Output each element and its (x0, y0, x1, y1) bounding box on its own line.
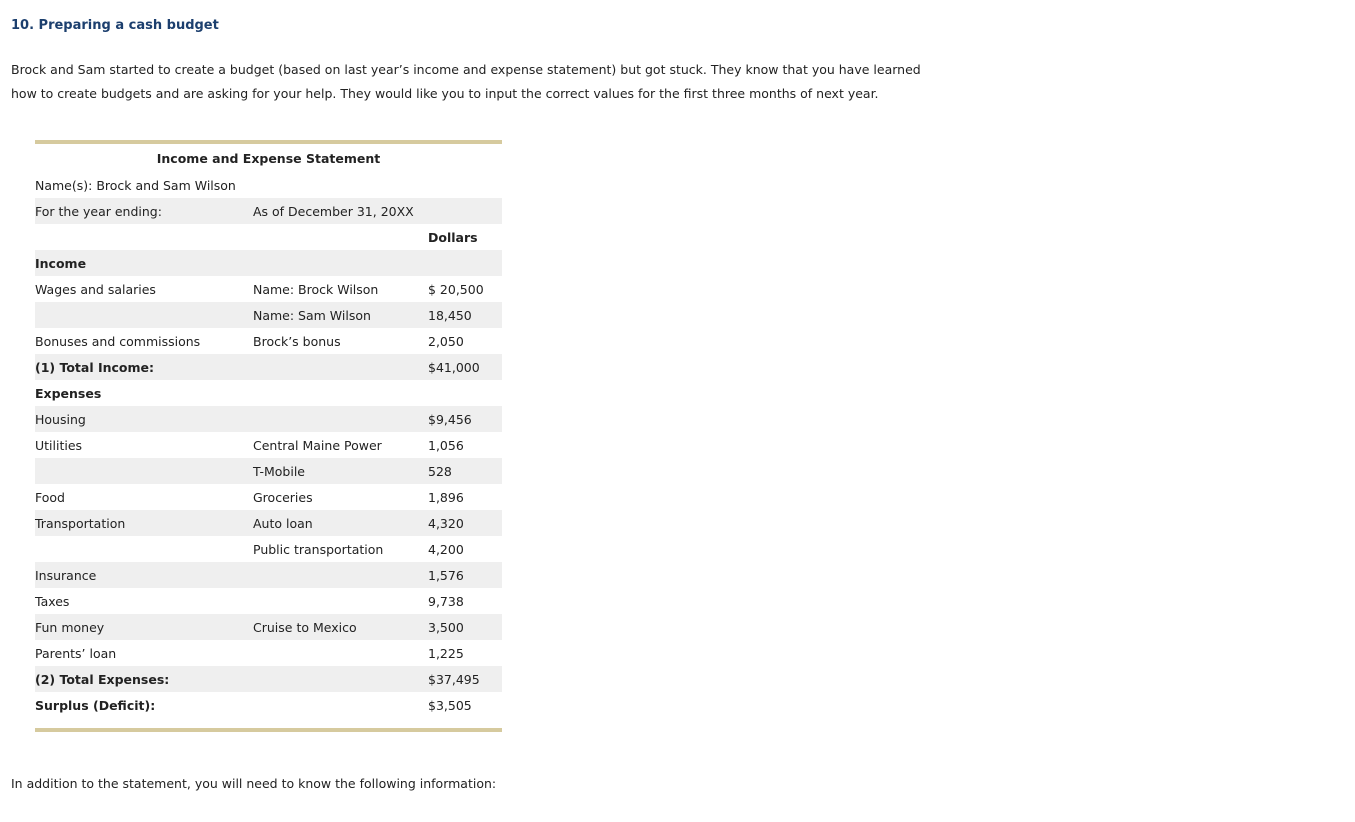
wages-sam-name: Name: Sam Wilson (253, 302, 428, 328)
taxes-value: 9,738 (428, 593, 464, 609)
table-row (35, 172, 502, 198)
table-row (35, 666, 502, 692)
fun-label: Fun money (35, 614, 253, 640)
utilities-power-desc: Central Maine Power (253, 437, 382, 453)
table-row (35, 276, 502, 302)
table-row (35, 562, 502, 588)
statement-table (35, 172, 502, 718)
total-expenses-label: (2) Total Expenses: (35, 666, 253, 692)
utilities-power-value: 1,056 (428, 437, 464, 453)
statement-title (35, 144, 502, 172)
problem-heading: 10. Preparing a cash budget (11, 18, 219, 33)
intro-paragraph: Brock and Sam started to create a budget (based on last year’s income and expense statement) but got stuck. They know that you have learned how to create budgets and are asking for your help. They would like you to input the correct values for the first three months of next year. (11, 62, 921, 101)
food-desc: Groceries (253, 489, 313, 505)
income-header: Income (35, 250, 253, 276)
total-income-value: $41,000 (428, 354, 502, 380)
surplus-value: $3,505 (428, 697, 472, 713)
table-row (35, 250, 502, 276)
table-row (35, 692, 502, 718)
utilities-phone-value: 528 (428, 458, 502, 484)
insurance-value: 1,576 (428, 562, 502, 588)
bonus-desc: Brock’s bonus (253, 333, 341, 349)
wages-brock-value: $ 20,500 (428, 281, 484, 297)
table-row (35, 458, 502, 484)
additional-info-text: In addition to the statement, you will need to know the following information: (11, 776, 497, 791)
names-label: Name(s): Brock and Sam Wilson (35, 177, 236, 193)
taxes-label: Taxes (35, 593, 70, 609)
bonus-label: Bonuses and commissions (35, 333, 201, 349)
table-row (35, 354, 502, 380)
wages-label: Wages and salaries (35, 281, 156, 297)
table-row (35, 380, 502, 406)
surplus-label: Surplus (Deficit): (35, 697, 156, 713)
table-row (35, 328, 502, 354)
income-expense-statement (35, 140, 502, 732)
total-income-label: (1) Total Income: (35, 354, 253, 380)
transport-label: Transportation (35, 510, 253, 536)
wages-sam-value: 18,450 (428, 302, 502, 328)
parents-label: Parents’ loan (35, 645, 117, 661)
transport-public-value: 4,200 (428, 541, 464, 557)
table-row (35, 224, 502, 250)
transport-public-desc: Public transportation (253, 541, 384, 557)
table-row (35, 484, 502, 510)
year-value: As of December 31, 20XX (253, 198, 502, 224)
expenses-header: Expenses (35, 385, 102, 401)
fun-value: 3,500 (428, 614, 502, 640)
parents-value: 1,225 (428, 645, 464, 661)
transport-auto-desc: Auto loan (253, 510, 428, 536)
table-row (35, 614, 502, 640)
housing-value: $9,456 (428, 406, 502, 432)
year-label: For the year ending: (35, 198, 253, 224)
table-row (35, 588, 502, 614)
dollars-header: Dollars (428, 229, 478, 245)
utilities-phone-desc: T-Mobile (253, 458, 428, 484)
fun-desc: Cruise to Mexico (253, 614, 428, 640)
transport-auto-value: 4,320 (428, 510, 502, 536)
table-row (35, 536, 502, 562)
table-row (35, 302, 502, 328)
table-row (35, 640, 502, 666)
housing-label: Housing (35, 406, 253, 432)
wages-brock-name: Name: Brock Wilson (253, 281, 379, 297)
insurance-label: Insurance (35, 562, 253, 588)
bonus-value: 2,050 (428, 333, 464, 349)
utilities-label: Utilities (35, 437, 83, 453)
food-value: 1,896 (428, 489, 464, 505)
total-expenses-value: $37,495 (428, 666, 502, 692)
statement-title-text: Income and Expense Statement (156, 151, 381, 166)
table-row (35, 198, 502, 224)
table-row (35, 432, 502, 458)
table-row (35, 510, 502, 536)
food-label: Food (35, 489, 65, 505)
table-row (35, 406, 502, 432)
